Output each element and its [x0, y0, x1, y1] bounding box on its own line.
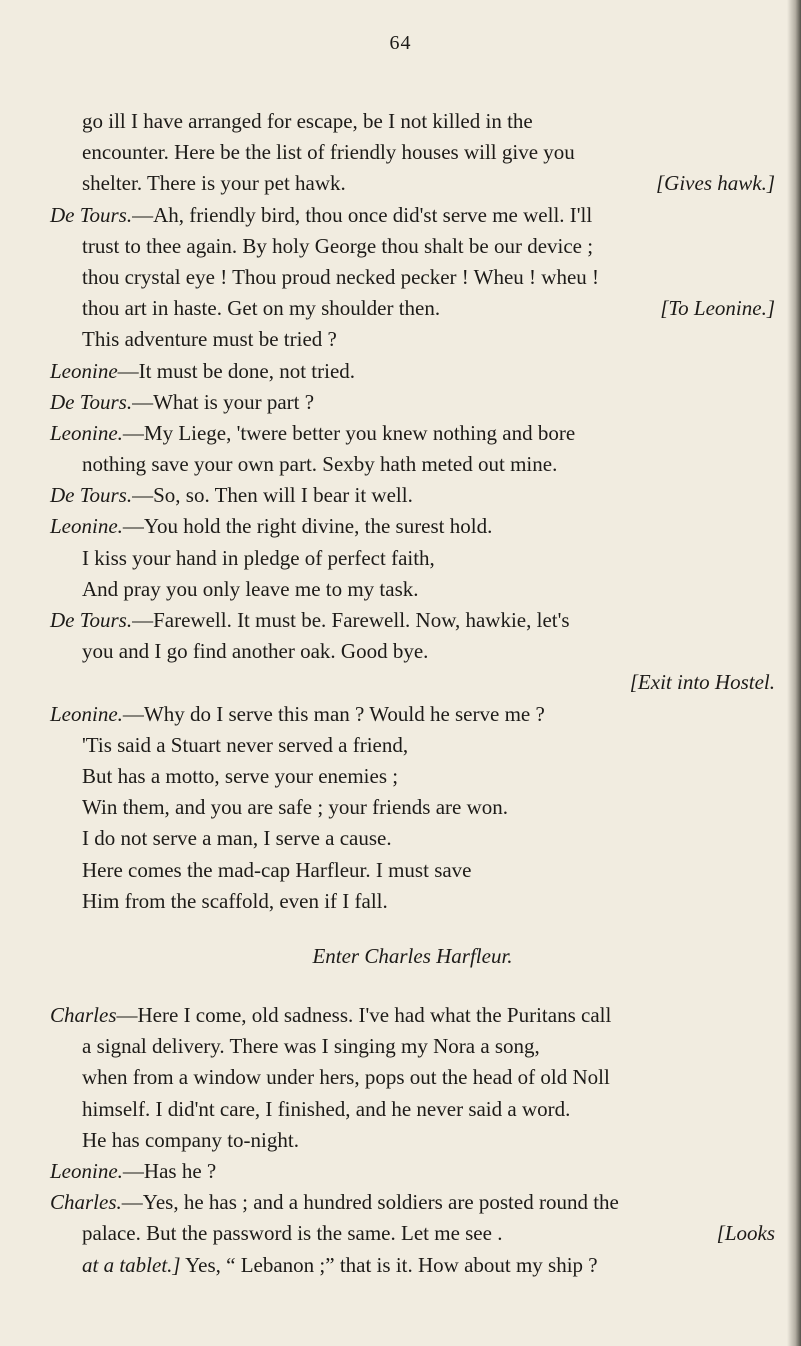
speaker-name: Charles. [50, 1190, 122, 1215]
text-line [50, 168, 775, 199]
speech-line [50, 356, 775, 387]
line-text: nothing save your own part. Sexby hath meted out mine. [82, 452, 558, 477]
speech-line [50, 511, 775, 542]
speech-line [50, 200, 775, 231]
line-text: And pray you only leave me to my task. [82, 576, 419, 601]
line-text: shelter. There is your pet hawk. [82, 171, 346, 196]
text-line [50, 1031, 775, 1062]
text-line [50, 262, 775, 293]
text-line [50, 449, 775, 480]
text-line [50, 293, 775, 324]
line-text: thou crystal eye ! Thou proud necked pecker ! Wheu ! wheu ! [82, 264, 600, 289]
line-text: —So, so. Then will I bear it well. [132, 483, 413, 508]
speaker-name: Leonine. [50, 514, 123, 539]
speech-line [50, 1156, 775, 1187]
line-text: palace. But the password is the same. Let me see . [82, 1221, 503, 1246]
page-edge-shadow [787, 0, 801, 1346]
line-text: Win them, and you are safe ; your friends are won. [82, 795, 509, 820]
text-line [50, 636, 775, 667]
speaker-name: De Tours. [50, 608, 133, 632]
speech-line [50, 387, 775, 418]
stage-direction: [Gives hawk.] [656, 171, 775, 196]
speaker-name: Leonine. [50, 701, 123, 726]
text-line [50, 823, 775, 854]
line-text: Yes, “ Lebanon ;” that is it. How about my ship ? [180, 1252, 598, 1277]
text-line [50, 730, 775, 761]
text-line [50, 761, 775, 792]
spacer [50, 972, 775, 1000]
line-text: —What is your part ? [132, 389, 315, 414]
line-text: trust to thee again. By holy George thou shalt be our device ; [82, 233, 594, 258]
line-text: go ill I have arranged for escape, be I not killed in the [82, 109, 533, 133]
speaker-name: Charles [50, 1003, 117, 1028]
text-line [50, 886, 775, 917]
speaker-name: De Tours. [50, 483, 133, 508]
text-line [50, 1218, 775, 1249]
line-text: —It must be done, not tried. [117, 358, 356, 383]
line-text: 'Tis said a Stuart never served a friend, [82, 732, 409, 757]
line-text: you and I go find another oak. Good bye. [82, 639, 429, 664]
line-text: —Farewell. It must be. Farewell. Now, hawkie, let's [132, 608, 570, 632]
line-text: Him from the scaffold, even if I fall. [82, 888, 388, 913]
stage-direction: at a tablet.] [82, 1252, 181, 1277]
text-line [50, 1094, 775, 1125]
page-number: 64 [389, 32, 412, 54]
line-text: —Why do I serve this man ? Would he serve me ? [122, 701, 545, 726]
line-text: a signal delivery. There was I singing my Nora a song, [82, 1034, 540, 1059]
line-text: —Ah, friendly bird, thou once did'st serve me well. I'll [132, 202, 593, 227]
stage-direction: Enter Charles Harfleur. [312, 943, 513, 968]
line-text: himself. I did'nt care, I finished, and he never said a word. [82, 1096, 571, 1121]
line-text: He has company to-night. [82, 1127, 299, 1152]
stage-heading [50, 941, 775, 972]
speech-line [50, 605, 775, 636]
text-line [50, 137, 775, 168]
stage-direction: [Exit into Hostel. [629, 670, 775, 695]
line-text: —You hold the right divine, the surest hold. [122, 514, 493, 539]
speech-line [50, 480, 775, 511]
text-line [50, 1250, 775, 1281]
line-text: —Here I come, old sadness. I've had what the Puritans call [116, 1003, 612, 1028]
line-text: encounter. Here be the list of friendly houses will give you [82, 140, 575, 165]
speech-line [50, 1000, 775, 1031]
play-text [50, 106, 775, 1281]
line-text: when from a window under hers, pops out the head of old Noll [82, 1065, 610, 1090]
speaker-name: Leonine [50, 358, 118, 383]
stage-direction: [Looks [716, 1221, 775, 1246]
text-line [50, 106, 775, 137]
text-line [50, 324, 775, 355]
speaker-name: Leonine. [50, 1159, 123, 1183]
text-line [50, 855, 775, 886]
text-line [50, 543, 775, 574]
line-text: thou art in haste. Get on my shoulder then. [82, 296, 441, 321]
line-text: This adventure must be tried ? [82, 327, 337, 352]
stage-direction: [To Leonine.] [660, 296, 775, 321]
speech-line [50, 418, 775, 449]
speaker-name: De Tours. [50, 389, 133, 414]
speaker-name: Leonine. [50, 420, 123, 445]
line-text: —Has he ? [122, 1159, 217, 1183]
text-line [50, 1125, 775, 1156]
line-text: —Yes, he has ; and a hundred soldiers are posted round the [121, 1190, 619, 1215]
text-line [50, 667, 775, 698]
spacer [50, 917, 775, 941]
text-line [50, 574, 775, 605]
line-text: But has a motto, serve your enemies ; [82, 763, 399, 788]
text-line [50, 1062, 775, 1093]
line-text: Here comes the mad-cap Harfleur. I must save [82, 857, 472, 882]
speech-line [50, 699, 775, 730]
text-line [50, 231, 775, 262]
speaker-name: De Tours. [50, 202, 133, 227]
line-text: I do not serve a man, I serve a cause. [82, 826, 392, 851]
speech-line [50, 1187, 775, 1218]
line-text: —My Liege, 'twere better you knew nothing and bore [122, 420, 576, 445]
line-text: I kiss your hand in pledge of perfect faith, [82, 545, 435, 570]
text-line [50, 792, 775, 823]
